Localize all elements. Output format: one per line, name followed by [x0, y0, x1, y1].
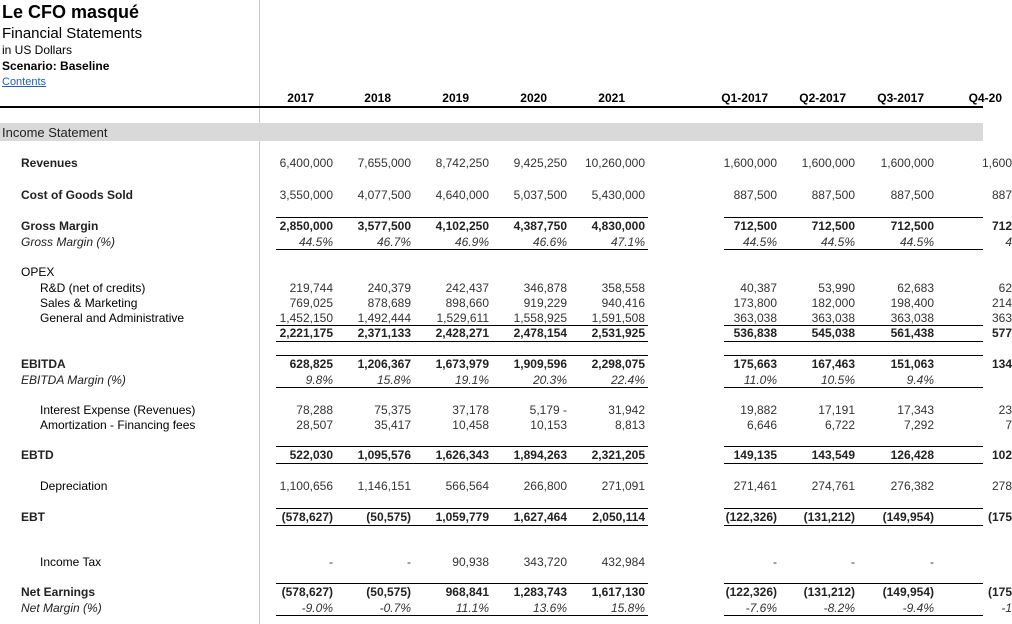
subtotal-bottom-border	[724, 463, 983, 464]
cell-ebitda-q4-20[interactable]: 134	[991, 357, 1012, 371]
cell-gna-2019[interactable]: 1,529,611	[436, 311, 489, 325]
row-label-net-margin: Net Margin (%)	[21, 601, 102, 615]
column-header: Q1-2017	[721, 91, 768, 105]
row-label-amortization: Amortization - Financing fees	[40, 418, 196, 432]
cell-gna-2017[interactable]: 1,452,150	[279, 311, 333, 325]
cell-cogs-q1-2017[interactable]: 887,500	[733, 188, 777, 202]
cell-ebtd-2020[interactable]: 1,894,263	[513, 448, 567, 462]
subtotal-bottom-border	[724, 249, 983, 250]
cell-opex-total-2017[interactable]: 2,221,175	[279, 326, 333, 340]
cell-gross-margin-pct-q2-2017[interactable]: 44.5%	[820, 235, 855, 249]
cell-sales-marketing-2020[interactable]: 919,229	[523, 296, 567, 310]
cell-ebtd-2018[interactable]: 1,095,576	[357, 448, 411, 462]
subtotal-bottom-border	[276, 387, 648, 388]
cell-sales-marketing-q3-2017[interactable]: 198,400	[890, 296, 934, 310]
cell-net-earnings-2021[interactable]: 1,617,130	[591, 585, 645, 599]
cell-gross-margin-pct-q3-2017[interactable]: 44.5%	[899, 235, 934, 249]
cell-revenues-2017[interactable]: 6,400,000	[279, 156, 333, 170]
subtotal-bottom-border	[276, 249, 648, 250]
cell-cogs-q2-2017[interactable]: 887,500	[811, 188, 855, 202]
cell-income-tax-2017[interactable]: -	[329, 555, 333, 569]
cell-ebtd-q1-2017[interactable]: 149,135	[733, 448, 777, 462]
subtotal-top-border	[276, 217, 648, 218]
subtotal-bottom-border	[276, 525, 648, 526]
cell-net-earnings-q4-20[interactable]: (175	[987, 585, 1012, 599]
cell-gross-margin-q1-2017[interactable]: 712,500	[733, 219, 777, 233]
cell-ebt-q4-20[interactable]: (175	[987, 510, 1012, 524]
cell-ebt-2020[interactable]: 1,627,464	[513, 510, 567, 524]
cell-cogs-q3-2017[interactable]: 887,500	[890, 188, 934, 202]
column-header: 2017	[287, 91, 314, 105]
cell-rnd-2017[interactable]: 219,744	[289, 281, 333, 295]
cell-gross-margin-2017[interactable]: 2,850,000	[279, 219, 333, 233]
row-label-income-tax: Income Tax	[40, 555, 102, 569]
cell-interest-2019[interactable]: 37,178	[452, 403, 489, 417]
cell-net-earnings-2020[interactable]: 1,283,743	[513, 585, 567, 599]
cell-revenues-q2-2017[interactable]: 1,600,000	[801, 156, 855, 170]
cell-amortization-q2-2017[interactable]: 6,722	[824, 418, 855, 432]
cell-income-tax-q1-2017[interactable]: -	[773, 555, 777, 569]
subtotal-bottom-border	[724, 615, 983, 616]
cell-depreciation-q3-2017[interactable]: 276,382	[890, 479, 934, 493]
cell-ebtd-2017[interactable]: 522,030	[289, 448, 333, 462]
cell-opex-total-2020[interactable]: 2,478,154	[513, 326, 567, 340]
cell-gross-margin-q2-2017[interactable]: 712,500	[811, 219, 855, 233]
subtotal-top-border	[724, 446, 983, 447]
section-band	[0, 123, 983, 141]
cell-ebtd-q3-2017[interactable]: 126,428	[890, 448, 934, 462]
cell-revenues-q4-20[interactable]: 1,600	[981, 156, 1012, 170]
subtotal-top-border	[724, 508, 983, 509]
column-header: Q3-2017	[877, 91, 924, 105]
column-header: 2018	[364, 91, 391, 105]
cell-opex-total-2018[interactable]: 2,371,133	[357, 326, 411, 340]
cell-net-margin-q2-2017[interactable]: -8.2%	[823, 601, 855, 615]
cell-ebitda-margin-q1-2017[interactable]: 11.0%	[743, 373, 777, 387]
cell-revenues-2020[interactable]: 9,425,250	[513, 156, 567, 170]
cell-income-tax-q2-2017[interactable]: -	[851, 555, 855, 569]
cell-net-earnings-2018[interactable]: (50,575)	[366, 585, 411, 599]
section-title: Income Statement	[2, 125, 108, 140]
cell-gross-margin-2018[interactable]: 3,577,500	[357, 219, 411, 233]
cell-ebitda-2021[interactable]: 2,298,075	[591, 357, 645, 371]
cell-net-margin-2019[interactable]: 11.1%	[455, 601, 489, 615]
cell-ebitda-margin-2020[interactable]: 20.3%	[532, 373, 567, 387]
cell-cogs-q4-20[interactable]: 887	[991, 188, 1012, 202]
cell-ebt-2017[interactable]: (578,627)	[281, 510, 333, 524]
subtotal-top-border	[724, 355, 983, 356]
cell-amortization-q1-2017[interactable]: 6,646	[746, 418, 777, 432]
cell-opex-total-2021[interactable]: 2,531,925	[591, 326, 645, 340]
cell-ebitda-q1-2017[interactable]: 175,663	[733, 357, 777, 371]
subtotal-top-border	[276, 355, 648, 356]
cell-opex-total-q2-2017[interactable]: 545,038	[811, 326, 855, 340]
cell-interest-q3-2017[interactable]: 17,343	[897, 403, 934, 417]
cell-net-margin-2018[interactable]: -0.7%	[379, 601, 411, 615]
cell-gross-margin-pct-q4-20[interactable]: 4	[1005, 235, 1012, 249]
subtotal-top-border	[276, 325, 648, 326]
cell-interest-2020[interactable]: 5,179 -	[529, 403, 567, 417]
cell-ebtd-q2-2017[interactable]: 143,549	[811, 448, 855, 462]
cell-ebitda-2018[interactable]: 1,206,367	[357, 357, 411, 371]
cell-depreciation-2018[interactable]: 1,146,151	[357, 479, 411, 493]
cell-depreciation-2020[interactable]: 266,800	[523, 479, 567, 493]
cell-ebt-q1-2017[interactable]: (122,326)	[725, 510, 777, 524]
cell-ebt-q3-2017[interactable]: (149,954)	[882, 510, 934, 524]
cell-gross-margin-pct-q1-2017[interactable]: 44.5%	[742, 235, 777, 249]
cell-interest-2017[interactable]: 78,288	[296, 403, 333, 417]
column-header: 2021	[598, 91, 625, 105]
cell-net-margin-q4-20[interactable]: -1	[1001, 601, 1012, 615]
cell-ebt-q2-2017[interactable]: (131,212)	[803, 510, 855, 524]
cell-depreciation-q2-2017[interactable]: 274,761	[811, 479, 855, 493]
cell-gross-margin-pct-2021[interactable]: 47.1%	[610, 235, 645, 249]
subtotal-top-border	[724, 217, 983, 218]
cell-gross-margin-2019[interactable]: 4,102,250	[435, 219, 489, 233]
cell-depreciation-2017[interactable]: 1,100,656	[279, 479, 333, 493]
cell-rnd-2021[interactable]: 358,558	[601, 281, 645, 295]
row-label-depreciation: Depreciation	[40, 479, 108, 493]
cell-gross-margin-2020[interactable]: 4,387,750	[513, 219, 567, 233]
cell-sales-marketing-q1-2017[interactable]: 173,800	[733, 296, 777, 310]
cell-ebitda-q3-2017[interactable]: 151,063	[890, 357, 934, 371]
cell-gross-margin-2021[interactable]: 4,830,000	[591, 219, 645, 233]
cell-gross-margin-q3-2017[interactable]: 712,500	[890, 219, 934, 233]
cell-gross-margin-pct-2020[interactable]: 46.6%	[532, 235, 567, 249]
cell-cogs-2020[interactable]: 5,037,500	[513, 188, 567, 202]
subtotal-bottom-border	[724, 341, 983, 342]
subtotal-bottom-border	[276, 615, 648, 616]
cell-depreciation-q4-20[interactable]: 278	[991, 479, 1012, 493]
cell-sales-marketing-2019[interactable]: 898,660	[445, 296, 489, 310]
row-label-revenues: Revenues	[21, 156, 78, 170]
cell-rnd-q4-20[interactable]: 62	[998, 281, 1012, 295]
row-label-opex-header: OPEX	[21, 265, 55, 279]
cell-revenues-q1-2017[interactable]: 1,600,000	[723, 156, 777, 170]
cell-opex-total-q4-20[interactable]: 577	[991, 326, 1012, 340]
company-name: Le CFO masqué	[2, 2, 140, 22]
currency-note: in US Dollars	[2, 43, 73, 57]
subtotal-bottom-border	[724, 387, 983, 388]
row-label-gna: General and Administrative	[40, 311, 185, 325]
cell-income-tax-2018[interactable]: -	[407, 555, 411, 569]
row-label-ebt: EBT	[21, 510, 45, 524]
cell-rnd-q2-2017[interactable]: 53,990	[818, 281, 855, 295]
row-label-gross-margin-pct: Gross Margin (%)	[21, 235, 116, 249]
cell-rnd-q1-2017[interactable]: 40,387	[740, 281, 777, 295]
row-label-rnd: R&D (net of credits)	[40, 281, 146, 295]
column-header: Q4-20	[968, 91, 1002, 105]
scenario-value: Baseline	[60, 59, 110, 73]
cell-ebitda-margin-q3-2017[interactable]: 9.4%	[906, 373, 934, 387]
cell-amortization-2019[interactable]: 10,458	[452, 418, 489, 432]
cell-sales-marketing-2021[interactable]: 940,416	[601, 296, 645, 310]
cell-net-margin-2021[interactable]: 15.8%	[610, 601, 645, 615]
cell-gna-q4-20[interactable]: 363	[991, 311, 1012, 325]
cell-net-margin-2020[interactable]: 13.6%	[532, 601, 567, 615]
cell-gna-2018[interactable]: 1,492,444	[357, 311, 411, 325]
subtotal-top-border	[276, 508, 648, 509]
cell-gna-2020[interactable]: 1,558,925	[513, 311, 567, 325]
cell-sales-marketing-2018[interactable]: 878,689	[367, 296, 411, 310]
cell-rnd-2018[interactable]: 240,379	[367, 281, 411, 295]
cell-income-tax-q3-2017[interactable]: -	[930, 555, 934, 569]
cell-rnd-q3-2017[interactable]: 62,683	[897, 281, 934, 295]
cell-ebitda-2020[interactable]: 1,909,596	[513, 357, 567, 371]
cell-ebitda-q2-2017[interactable]: 167,463	[811, 357, 855, 371]
cell-sales-marketing-q2-2017[interactable]: 182,000	[811, 296, 855, 310]
cell-net-earnings-2019[interactable]: 968,841	[445, 585, 489, 599]
subtotal-bottom-border	[276, 463, 648, 464]
cell-net-earnings-2017[interactable]: (578,627)	[281, 585, 333, 599]
cell-ebitda-margin-q2-2017[interactable]: 10.5%	[820, 373, 855, 387]
column-header: 2019	[442, 91, 469, 105]
cell-amortization-q4-20[interactable]: 7	[1005, 418, 1012, 432]
cell-gross-margin-pct-2019[interactable]: 46.9%	[454, 235, 489, 249]
contents-link[interactable]: Contents	[2, 76, 47, 88]
cell-revenues-2019[interactable]: 8,742,250	[435, 156, 489, 170]
subtotal-top-border	[276, 583, 648, 584]
header-divider	[0, 106, 983, 108]
row-label-net-earnings: Net Earnings	[21, 585, 96, 599]
cell-gross-margin-pct-2018[interactable]: 46.7%	[376, 235, 411, 249]
row-label-cogs: Cost of Goods Sold	[21, 188, 133, 202]
cell-gna-q2-2017[interactable]: 363,038	[811, 311, 855, 325]
cell-cogs-2019[interactable]: 4,640,000	[435, 188, 489, 202]
cell-sales-marketing-2017[interactable]: 769,025	[289, 296, 333, 310]
subtotal-bottom-border	[276, 341, 648, 342]
cell-ebtd-2019[interactable]: 1,626,343	[435, 448, 489, 462]
cell-depreciation-2021[interactable]: 271,091	[601, 479, 645, 493]
row-label-ebitda-margin: EBITDA Margin (%)	[21, 373, 126, 387]
cell-gna-q3-2017[interactable]: 363,038	[890, 311, 934, 325]
row-label-sales-marketing: Sales & Marketing	[40, 296, 138, 310]
report-subtitle: Financial Statements	[2, 25, 143, 42]
cell-interest-q1-2017[interactable]: 19,882	[740, 403, 777, 417]
subtotal-top-border	[724, 583, 983, 584]
cell-ebitda-margin-2017[interactable]: 9.8%	[305, 373, 333, 387]
cell-depreciation-q1-2017[interactable]: 271,461	[733, 479, 777, 493]
subtotal-top-border	[724, 325, 983, 326]
cell-income-tax-2020[interactable]: 343,720	[523, 555, 567, 569]
cell-rnd-2019[interactable]: 242,437	[445, 281, 489, 295]
scenario-label: Scenario:	[2, 59, 57, 73]
cell-ebtd-2021[interactable]: 2,321,205	[591, 448, 645, 462]
cell-gna-q1-2017[interactable]: 363,038	[733, 311, 777, 325]
row-label-interest: Interest Expense (Revenues)	[40, 403, 196, 417]
cell-revenues-2018[interactable]: 7,655,000	[357, 156, 411, 170]
cell-ebitda-2019[interactable]: 1,673,979	[435, 357, 489, 371]
cell-gna-2021[interactable]: 1,591,508	[591, 311, 645, 325]
subtotal-top-border	[276, 446, 648, 447]
cell-amortization-2017[interactable]: 28,507	[296, 418, 333, 432]
cell-net-margin-2017[interactable]: -9.0%	[301, 601, 333, 615]
cell-interest-2021[interactable]: 31,942	[608, 403, 645, 417]
cell-ebitda-2017[interactable]: 628,825	[289, 357, 333, 371]
cell-opex-total-2019[interactable]: 2,428,271	[435, 326, 489, 340]
cell-ebitda-margin-2021[interactable]: 22.4%	[610, 373, 645, 387]
cell-rnd-2020[interactable]: 346,878	[523, 281, 567, 295]
row-label-ebtd: EBTD	[21, 448, 54, 462]
cell-amortization-2018[interactable]: 35,417	[374, 418, 411, 432]
cell-ebitda-margin-2019[interactable]: 19.1%	[454, 373, 489, 387]
column-header: 2020	[520, 91, 547, 105]
column-header: Q2-2017	[799, 91, 846, 105]
cell-gross-margin-q4-20[interactable]: 712	[991, 219, 1012, 233]
cell-cogs-2018[interactable]: 4,077,500	[357, 188, 411, 202]
cell-income-tax-2021[interactable]: 432,984	[601, 555, 645, 569]
cell-net-earnings-q3-2017[interactable]: (149,954)	[882, 585, 934, 599]
cell-ebtd-q4-20[interactable]: 102	[991, 448, 1012, 462]
cell-sales-marketing-q4-20[interactable]: 214	[991, 296, 1012, 310]
cell-ebt-2021[interactable]: 2,050,114	[592, 510, 645, 524]
cell-cogs-2021[interactable]: 5,430,000	[591, 188, 645, 202]
cell-revenues-2021[interactable]: 10,260,000	[584, 156, 645, 170]
cell-cogs-2017[interactable]: 3,550,000	[279, 188, 333, 202]
cell-revenues-q3-2017[interactable]: 1,600,000	[880, 156, 934, 170]
cell-interest-q2-2017[interactable]: 17,191	[818, 403, 855, 417]
scenario-line	[2, 59, 109, 73]
cell-opex-total-q1-2017[interactable]: 536,838	[733, 326, 777, 340]
cell-amortization-2020[interactable]: 10,153	[530, 418, 567, 432]
cell-interest-2018[interactable]: 75,375	[374, 403, 411, 417]
cell-net-earnings-q2-2017[interactable]: (131,212)	[803, 585, 855, 599]
subtotal-bottom-border	[724, 525, 983, 526]
cell-amortization-q3-2017[interactable]: 7,292	[903, 418, 934, 432]
cell-opex-total-q3-2017[interactable]: 561,438	[890, 326, 934, 340]
cell-depreciation-2019[interactable]: 566,564	[445, 479, 489, 493]
cell-net-margin-q3-2017[interactable]: -9.4%	[902, 601, 934, 615]
cell-net-earnings-q1-2017[interactable]: (122,326)	[725, 585, 777, 599]
cell-ebitda-margin-2018[interactable]: 15.8%	[376, 373, 411, 387]
cell-amortization-2021[interactable]: 8,813	[614, 418, 645, 432]
cell-ebt-2019[interactable]: 1,059,779	[435, 510, 489, 524]
row-label-gross-margin: Gross Margin	[21, 219, 99, 233]
row-label-ebitda: EBITDA	[21, 357, 66, 371]
cell-interest-q4-20[interactable]: 23	[998, 403, 1012, 417]
cell-ebt-2018[interactable]: (50,575)	[366, 510, 411, 524]
cell-income-tax-2019[interactable]: 90,938	[452, 555, 489, 569]
cell-gross-margin-pct-2017[interactable]: 44.5%	[298, 235, 333, 249]
cell-net-margin-q1-2017[interactable]: -7.6%	[745, 601, 777, 615]
